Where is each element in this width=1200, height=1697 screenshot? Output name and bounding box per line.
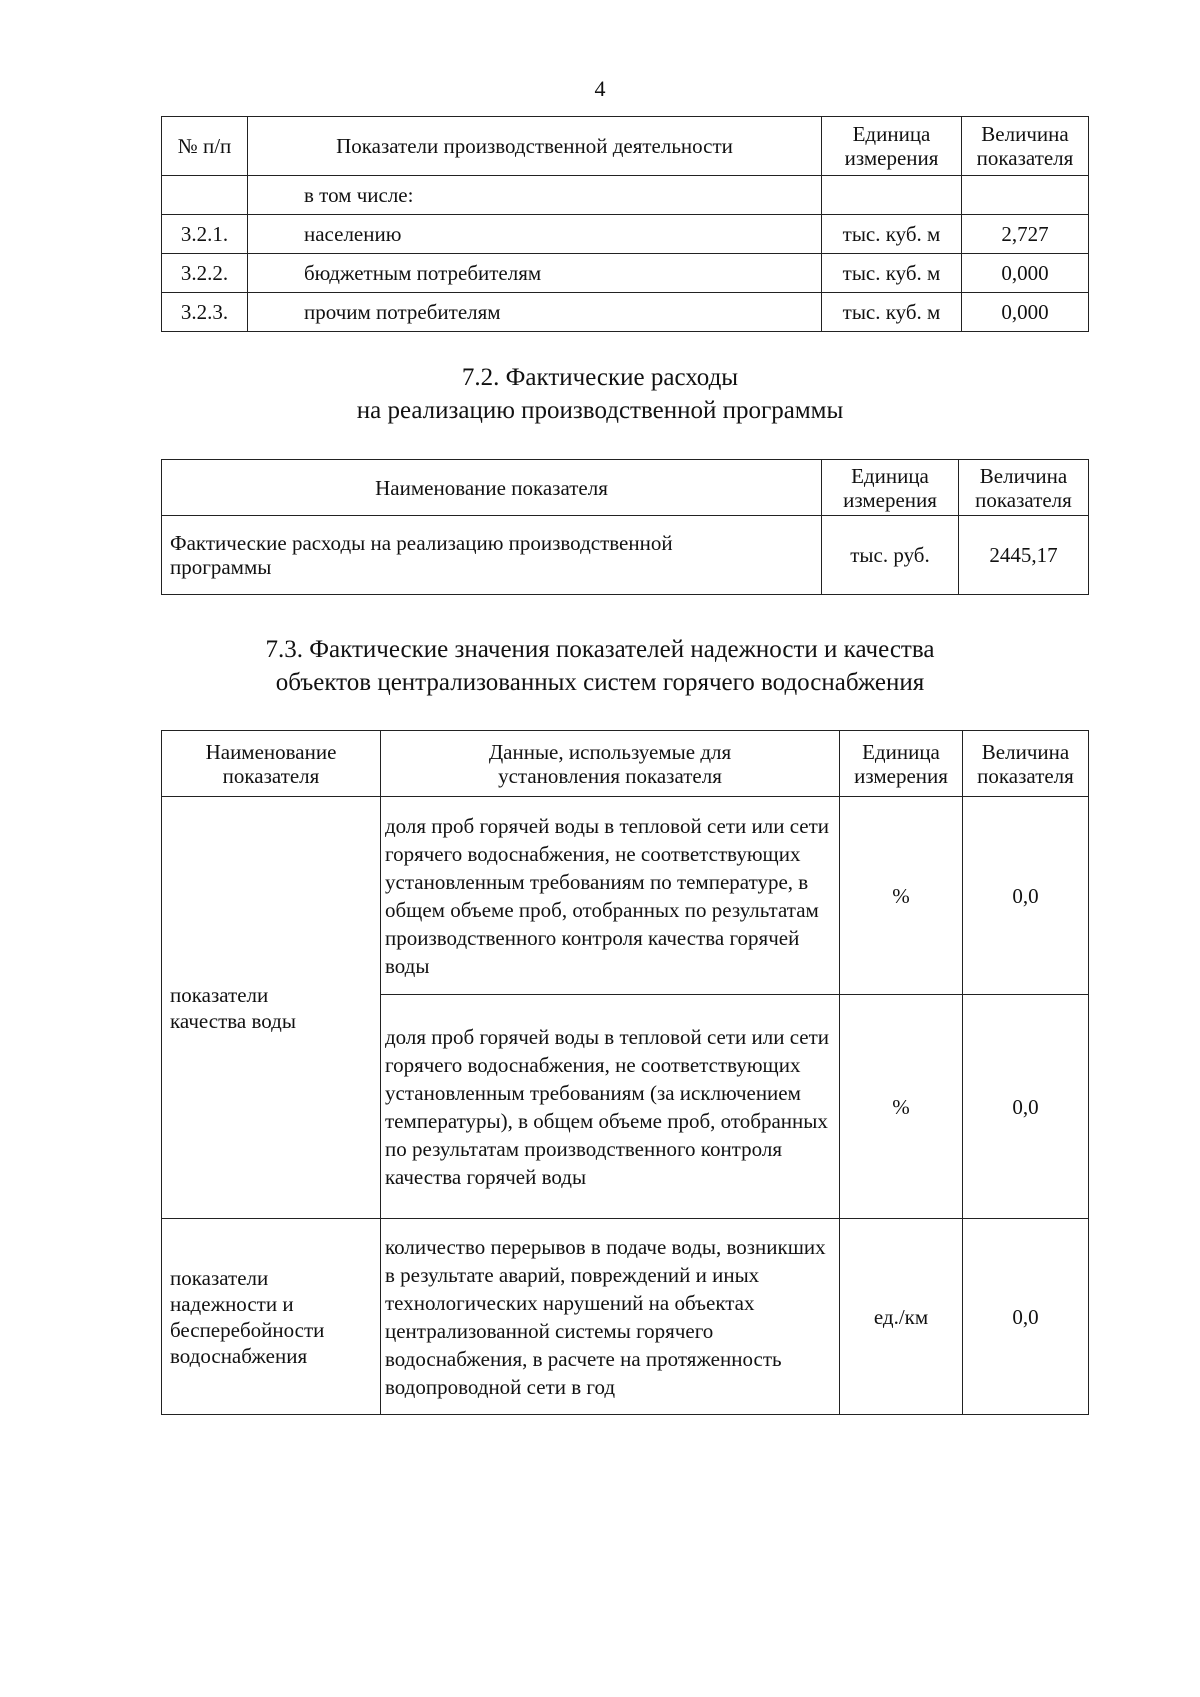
section-7-2-heading xyxy=(0,361,1200,427)
row-unit: тыс. куб. м xyxy=(822,254,962,293)
row-data: доля проб горячей воды в тепловой сети или сети горячего водоснабжения, не соответствующих установленным требованиям (за исключением температуры), в общем объеме проб, отобранных по результатам производственного контроля качества горячей воды xyxy=(381,995,840,1219)
row-num: 3.2.3. xyxy=(162,293,248,332)
section-7-2-title-line1: 7.2. Фактические расходы xyxy=(461,364,739,391)
row-name: населению xyxy=(248,215,822,254)
row-data: количество перерывов в подаче воды, возникших в результате аварий, повреждений и иных технологических нарушений на объектах централизованной системы горячего водоснабжения, в расчете на протяженность водопроводной сети в год xyxy=(381,1219,840,1415)
row-num xyxy=(162,176,248,215)
row-unit: тыс. куб. м xyxy=(822,293,962,332)
row-name: бюджетным потребителям xyxy=(248,254,822,293)
actual-expenses-table xyxy=(161,459,1089,595)
header-value: Величина показателя xyxy=(959,460,1089,516)
header-unit: Единица измерения xyxy=(822,460,959,516)
row-num: 3.2.2. xyxy=(162,254,248,293)
table-row xyxy=(162,254,1089,293)
row-value xyxy=(962,176,1089,215)
table-row xyxy=(162,176,1089,215)
row-unit: % xyxy=(840,995,963,1219)
table-header-row xyxy=(162,460,1089,516)
section-7-3-heading xyxy=(0,633,1200,699)
row-data: доля проб горячей воды в тепловой сети или сети горячего водоснабжения, не соответствующих установленным требованиям по температуре, в общем объеме проб, отобранных по результатам производственного контроля качества горячей воды xyxy=(381,797,840,995)
section-7-3-title-line2: объектов централизованных систем горячего водоснабжения xyxy=(275,669,925,696)
header-unit: Единица измерения xyxy=(840,731,963,797)
row-unit xyxy=(822,176,962,215)
row-unit: % xyxy=(840,797,963,995)
header-unit: Единица измерения xyxy=(822,117,962,176)
page-number: 4 xyxy=(594,76,606,101)
table-row xyxy=(162,1219,1089,1415)
table-header-row xyxy=(162,117,1089,176)
table-row xyxy=(162,797,1089,995)
header-value: Величина показателя xyxy=(963,731,1089,797)
table-header-row xyxy=(162,731,1089,797)
table-row xyxy=(162,293,1089,332)
reliability-quality-table xyxy=(161,730,1089,1415)
row-value: 0,000 xyxy=(962,293,1089,332)
group-name-water-quality: показатели качества воды xyxy=(162,797,381,1219)
header-indicator: Показатели производственной деятельности xyxy=(248,117,822,176)
row-value: 2,727 xyxy=(962,215,1089,254)
group-name-reliability: показатели надежности и бесперебойности водоснабжения xyxy=(162,1219,381,1415)
row-value: 0,000 xyxy=(962,254,1089,293)
row-name: прочим потребителям xyxy=(248,293,822,332)
table-row xyxy=(162,215,1089,254)
row-value: 0,0 xyxy=(963,995,1089,1219)
row-name: в том числе: xyxy=(248,176,822,215)
row-value: 2445,17 xyxy=(959,516,1089,595)
row-num: 3.2.1. xyxy=(162,215,248,254)
section-7-2-title-line2: на реализацию производственной программы xyxy=(356,397,844,424)
row-unit: тыс. куб. м xyxy=(822,215,962,254)
table-row xyxy=(162,516,1089,595)
header-indicator-name: Наименование показателя xyxy=(162,731,381,797)
header-num: № п/п xyxy=(162,117,248,176)
row-unit: ед./км xyxy=(840,1219,963,1415)
row-name: Фактические расходы на реализацию производственной программы xyxy=(162,516,822,595)
section-7-3-title-line1: 7.3. Фактические значения показателей надежности и качества xyxy=(265,636,935,663)
header-data: Данные, используемые для установления показателя xyxy=(381,731,840,797)
production-indicators-table xyxy=(161,116,1089,332)
header-value: Величина показателя xyxy=(962,117,1089,176)
row-value: 0,0 xyxy=(963,1219,1089,1415)
header-indicator-name: Наименование показателя xyxy=(162,460,822,516)
row-value: 0,0 xyxy=(963,797,1089,995)
row-unit: тыс. руб. xyxy=(822,516,959,595)
